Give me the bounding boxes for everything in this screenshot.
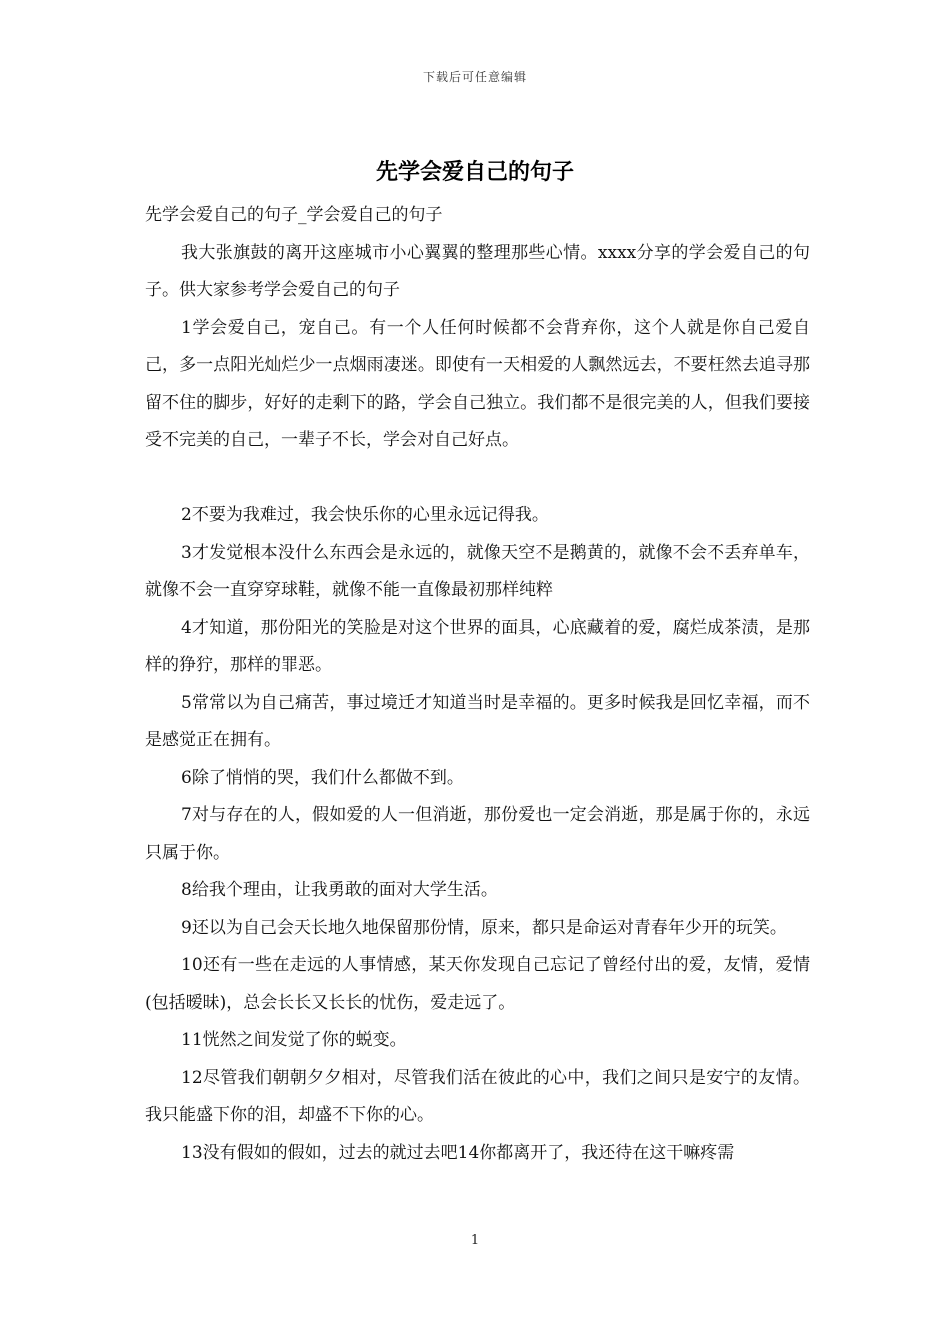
page-number: 1 <box>470 1233 480 1248</box>
paragraph-6: 6除了悄悄的哭，我们什么都做不到。 <box>181 767 464 788</box>
paragraph-3: 3才发觉根本没什么东西会是永远的，就像天空不是鹅黄的，就像不会不丢弃单车，就像不会一直穿穿球鞋，就像不能一直像最初那样纯粹 <box>145 542 810 600</box>
paragraph-13: 13没有假如的假如，过去的就过去吧14你都离开了，我还待在这干嘛疼需 <box>181 1142 735 1163</box>
paragraph-spacer <box>145 460 810 498</box>
paragraph-12: 12尽管我们朝朝夕夕相对，尽管我们活在彼此的心中，我们之间只是安宁的友情。我只能盛下你的泪，却盛不下你的心。 <box>145 1067 810 1125</box>
paragraph-9: 9还以为自己会天长地久地保留那份情，原来，都只是命运对青春年少开的玩笑。 <box>181 917 787 938</box>
paragraph-1: 1学会爱自己，宠自己。有一个人任何时候都不会背弃你，这个人就是你自己爱自己，多一点阳光灿烂少一点烟雨凄迷。即使有一天相爱的人飘然远去，不要枉然去追寻那留不住的脚步，好好的走剩下的路，学会自己独立。我们都不是很完美的人，但我们要接受不完美的自己，一辈子不长，学会对自己好点。 <box>145 317 810 450</box>
paragraph-8: 8给我个理由，让我勇敢的面对大学生活。 <box>181 880 498 900</box>
paragraph-10: 10还有一些在走远的人事情感，某天你发现自己忘记了曾经付出的爱，友情，爱情(包括暧昧)，总会长长又长长的忧伤，爱走远了。 <box>145 955 810 1013</box>
document-title: 先学会爱自己的句子 <box>375 160 574 185</box>
paragraph-intro: 我大张旗鼓的离开这座城市小心翼翼的整理那些心情。xxxx分享的学会爱自己的句子。供大家参考学会爱自己的句子 <box>145 242 810 300</box>
paragraph-7: 7对与存在的人，假如爱的人一但消逝，那份爱也一定会消逝，那是属于你的，永远只属于你。 <box>145 805 810 863</box>
header-note: 下载后可任意编辑 <box>422 70 527 84</box>
paragraph-2: 2不要为我难过，我会快乐你的心里永远记得我。 <box>181 505 549 525</box>
paragraph-5: 5常常以为自己痛苦，事过境迁才知道当时是幸福的。更多时候我是回忆幸福，而不是感觉正在拥有。 <box>145 692 810 750</box>
document-body <box>145 197 810 1172</box>
paragraph-11: 11恍然之间发觉了你的蜕变。 <box>181 1030 407 1050</box>
subtitle-line: 先学会爱自己的句子_学会爱自己的句子 <box>145 205 443 225</box>
paragraph-4: 4才知道，那份阳光的笑脸是对这个世界的面具，心底藏着的爱，腐烂成茶渍，是那样的狰狞，那样的罪恶。 <box>145 617 810 675</box>
